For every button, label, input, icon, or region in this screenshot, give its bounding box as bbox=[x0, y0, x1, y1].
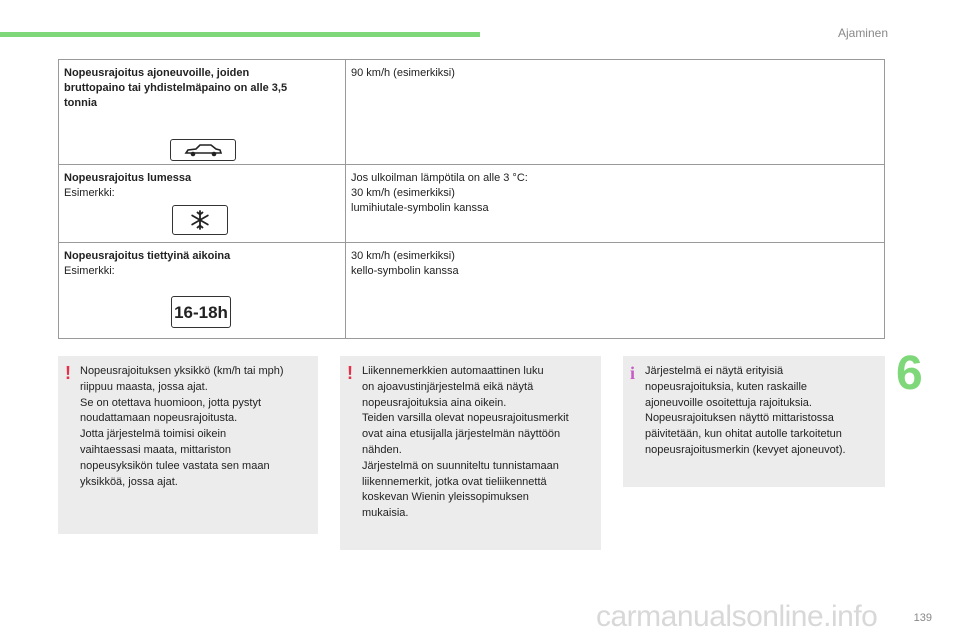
note-line: on ajoavustinjärjestelmä eikä näytä bbox=[362, 380, 534, 393]
time-sign: 16-18h bbox=[171, 296, 231, 328]
note-line: Jotta järjestelmä toimisi oikein bbox=[80, 428, 227, 441]
note-line: riippuu maasta, jossa ajat. bbox=[80, 380, 208, 393]
watermark: carmanualsonline.info bbox=[596, 600, 878, 633]
warning-note bbox=[58, 356, 318, 534]
warning-icon: ! bbox=[347, 363, 353, 383]
car-sign bbox=[170, 139, 236, 161]
table-row bbox=[59, 165, 885, 243]
note-line: päivitetään, kun ohitat autolle tarkoitetun bbox=[645, 428, 842, 441]
note-line: yksikköä, jossa ajat. bbox=[80, 475, 178, 488]
chapter-number: 6 bbox=[896, 347, 923, 400]
row-label-cell bbox=[59, 60, 346, 165]
note-line: nopeusrajoituksia, kuten raskaille bbox=[645, 380, 808, 393]
snow-sign bbox=[172, 205, 228, 235]
row-subtitle: Esimerkki: bbox=[64, 265, 115, 277]
note-line: noudattamaan nopeusrajoitusta. bbox=[80, 412, 238, 425]
table-row bbox=[59, 60, 885, 165]
car-icon bbox=[183, 143, 223, 157]
note-line: Nopeusrajoituksen yksikkö (km/h tai mph) bbox=[80, 365, 284, 377]
warning-note bbox=[340, 356, 601, 550]
table-row bbox=[59, 243, 885, 339]
value-line: Jos ulkoilman lämpötila on alle 3 °C: bbox=[351, 172, 528, 184]
note-line: nopeusrajoituksia aina oikein. bbox=[362, 396, 507, 409]
value-line: kello-symbolin kanssa bbox=[351, 265, 459, 277]
row-label-cell bbox=[59, 243, 346, 339]
value-line: 30 km/h (esimerkiksi) bbox=[351, 250, 455, 262]
row-title: Nopeusrajoitus lumessa bbox=[64, 172, 192, 184]
row-subtitle: Esimerkki: bbox=[64, 187, 115, 199]
note-line: Teiden varsilla olevat nopeusrajoitusmerkit bbox=[362, 412, 569, 425]
header-accent-bar bbox=[0, 32, 480, 37]
value-line: lumihiutale-symbolin kanssa bbox=[351, 202, 489, 214]
note-line: Se on otettava huomioon, jotta pystyt bbox=[80, 396, 262, 409]
row-value-cell bbox=[346, 243, 885, 339]
note-line: Järjestelmä ei näytä erityisiä bbox=[645, 365, 784, 377]
speed-limit-table bbox=[58, 59, 885, 339]
note-line: koskevan Wienin yleissopimuksen bbox=[362, 491, 529, 504]
note-line: mukaisia. bbox=[362, 507, 409, 520]
section-title: Ajaminen bbox=[837, 26, 888, 40]
note-line: nopeusrajoitusmerkin (kevyet ajoneuvot). bbox=[645, 443, 846, 456]
note-line: Nopeusrajoituksen näyttö mittaristossa bbox=[645, 412, 834, 425]
note-line: liikennemerkit, jotka ovat tieliikennettä bbox=[362, 475, 547, 488]
page-number: 139 bbox=[913, 612, 932, 624]
row-value-cell bbox=[346, 60, 885, 165]
row-value-cell bbox=[346, 165, 885, 243]
note-line: vaihtaessasi maata, mittariston bbox=[80, 443, 232, 456]
row-title: Nopeusrajoitus ajoneuvoille, joiden bruttopaino tai yhdistelmäpaino on alle 3,5 tonnia bbox=[64, 67, 288, 109]
info-icon: i bbox=[630, 363, 636, 383]
value-line: 90 km/h (esimerkiksi) bbox=[351, 67, 455, 79]
note-line: ajoneuvoille osoitettuja rajoituksia. bbox=[645, 396, 812, 409]
warning-icon: ! bbox=[65, 363, 71, 383]
note-line: Järjestelmä on suunniteltu tunnistamaan bbox=[362, 459, 559, 472]
row-title: Nopeusrajoitus tiettyinä aikoina bbox=[64, 250, 231, 262]
row-label-cell bbox=[59, 165, 346, 243]
value-line: 30 km/h (esimerkiksi) bbox=[351, 187, 455, 199]
note-line: nopeusyksikön tulee vastata sen maan bbox=[80, 459, 270, 472]
note-line: ovat aina etusijalla järjestelmän näyttöön bbox=[362, 428, 561, 441]
note-line: Liikennemerkkien automaattinen luku bbox=[362, 365, 544, 377]
snowflake-icon bbox=[189, 209, 211, 231]
note-line: nähden. bbox=[362, 443, 402, 456]
info-note bbox=[623, 356, 885, 487]
